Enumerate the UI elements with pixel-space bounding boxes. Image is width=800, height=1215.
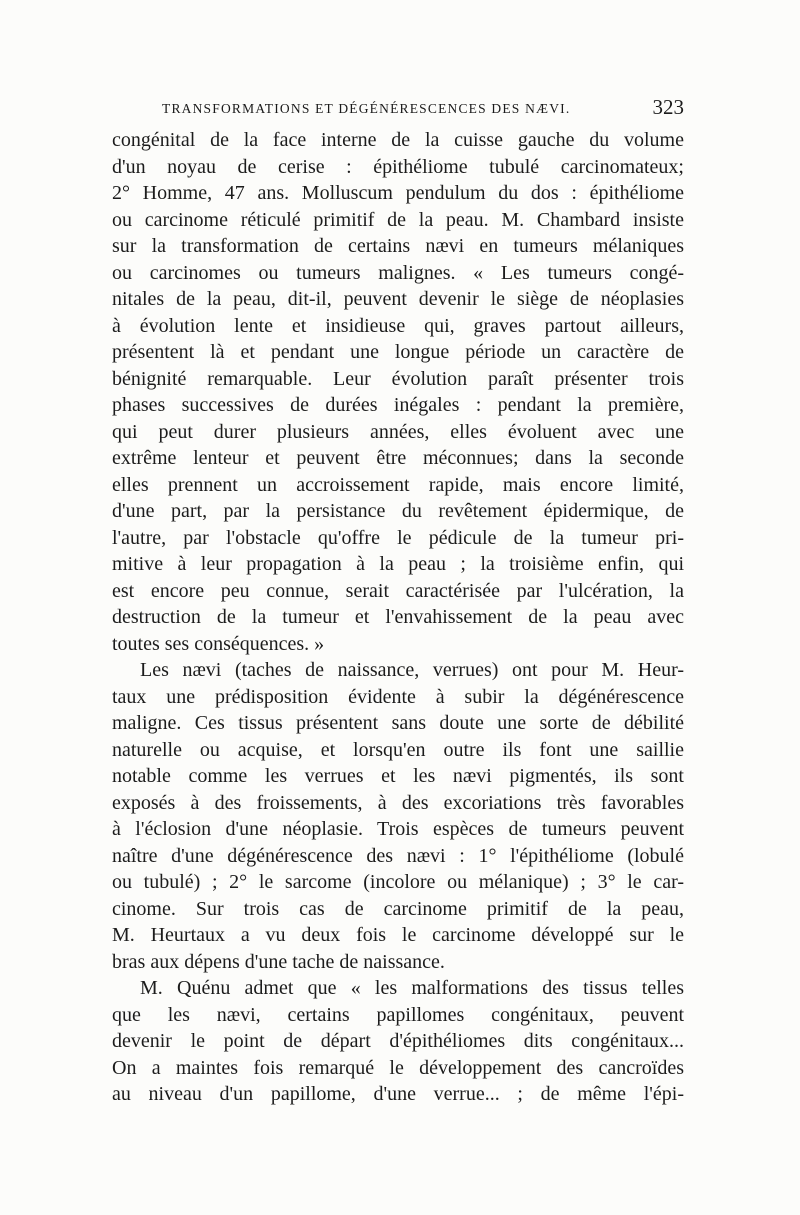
text-line: toutes ses conséquences. » [112,632,325,655]
body-text [112,127,684,1108]
text-line: Les nævi (taches de naissance, verrues) ont pour M. Heur- [140,659,684,681]
text-line: naturelle ou acquise, et lorsqu'en outre ils font une saillie [112,738,684,761]
text-line: On a maintes fois remarqué le développement des cancroïdes [112,1056,684,1079]
text-line: ou tubulé) ; 2° le sarcome (incolore ou mélanique) ; 3° le car- [112,871,684,893]
text-line: destruction de la tumeur et l'envahissement de la peau avec [112,606,684,628]
text-line: d'une part, par la persistance du revêtement épidermique, de [112,500,684,522]
text-line: à l'éclosion d'une néoplasie. Trois espèces de tumeurs peuvent [112,818,684,840]
text-line: 2° Homme, 47 ans. Molluscum pendulum du dos : épithéliome [112,182,684,204]
text-line: taux une prédisposition évidente à subir la dégénérescence [112,685,684,708]
text-line: bénignité remarquable. Leur évolution paraît présenter trois [112,367,684,390]
text-line: est encore peu connue, serait caractérisée par l'ulcération, la [112,579,684,602]
text-line: présentent là et pendant une longue période un caractère de [112,341,684,363]
text-line: exposés à des froissements, à des excoriations très favorables [112,791,684,814]
text-line: maligne. Ces tissus présentent sans doute une sorte de débilité [112,712,684,734]
text-line: devenir le point de départ d'épithéliomes dits congénitaux... [112,1030,684,1052]
page-header [112,95,684,125]
text-line: congénital de la face interne de la cuisse gauche du volume [112,129,684,151]
text-line: d'un noyau de cerise : épithéliome tubulé carcinomateux; [112,155,684,178]
text-line: elles prennent un accroissement rapide, mais encore limité, [112,473,684,496]
text-line: ou carcinomes ou tumeurs malignes. « Les tumeurs congé- [112,261,684,284]
text-line: ou carcinome réticulé primitif de la peau. M. Chambard insiste [112,208,684,231]
text-line: M. Quénu admet que « les malformations des tissus telles [140,977,684,999]
text-line: que les nævi, certains papillomes congénitaux, peuvent [112,1003,684,1026]
text-line: à évolution lente et insidieuse qui, graves partout ailleurs, [112,314,684,337]
text-line: sur la transformation de certains nævi en tumeurs mélaniques [112,235,684,257]
text-line: naître d'une dégénérescence des nævi : 1° l'épithéliome (lobulé [112,844,684,867]
text-line: mitive à leur propagation à la peau ; la troisième enfin, qui [112,553,684,575]
running-title: TRANSFORMATIONS ET DÉGÉNÉRESCENCES DES NÆVI. [162,101,571,116]
text-line: extrême lenteur et peuvent être méconnues; dans la seconde [112,447,684,469]
text-line: phases successives de durées inégales : pendant la première, [112,394,684,416]
text-line: bras aux dépens d'une tache de naissance. [112,950,445,973]
text-line: au niveau d'un papillome, d'une verrue... ; de même l'épi- [112,1083,684,1105]
text-line: cinome. Sur trois cas de carcinome primitif de la peau, [112,897,684,920]
text-line: l'autre, par l'obstacle qu'offre le pédicule de la tumeur pri- [112,526,684,549]
page-number: 323 [652,95,684,119]
text-line: notable comme les verrues et les nævi pigmentés, ils sont [112,765,684,787]
text-line: nitales de la peau, dit-il, peuvent devenir le siège de néoplasies [112,288,684,310]
text-line: qui peut durer plusieurs années, elles évoluent avec une [112,420,684,443]
text-line: M. Heurtaux a vu deux fois le carcinome développé sur le [112,924,684,946]
